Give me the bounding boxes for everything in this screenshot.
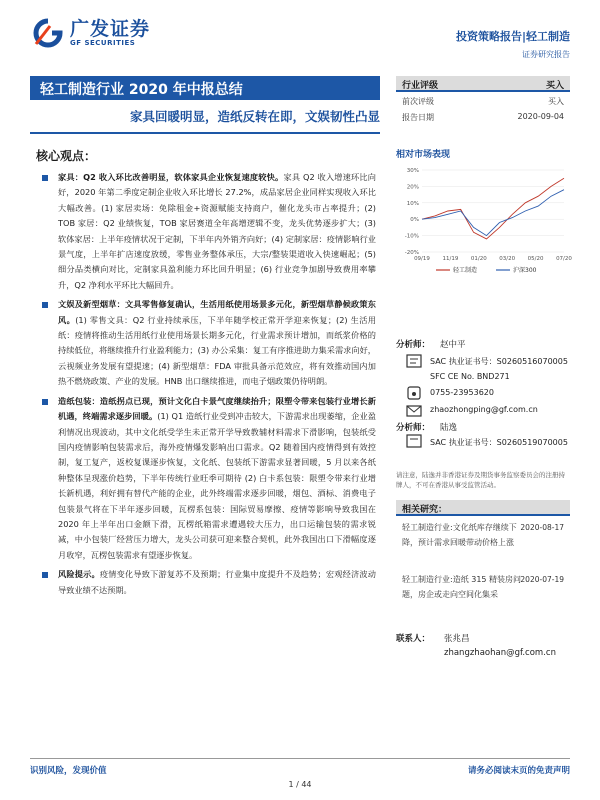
x-tick-label: 11/19 (442, 256, 459, 262)
paragraph-body: 家具 Q2 收入增速环比向好，2020 年第二季度定制企业收入环比增长 27.2%，成品家居企业同样实现收入环比大幅改善。(1) 家居卖场：免除租金+资源赋能支持商户，催化龙头市占率提升；(2) TOB 家居：Q2 业绩恢复，TOB 家居赛道全年高增逻辑不变，龙头优势逐步扩大；(3) 软体家居：上半年疫情状况于定制，下半年内外销齐向好；(4) 定制家居：疫情影响行业景气度，上半年扩店速度放缓，零售业务整体承压，大宗/整装渠道收入快速崛起；(5) 细分品类横向对比，定制家具盈利能力环比回升明显；(6) 行业竞争加剧导致费用率攀升，Q2 净利水平环比大幅回升。 (58, 172, 376, 290)
brand-name-en: GF SECURITIES (70, 39, 136, 47)
rating-value: 买入 (545, 81, 564, 91)
contact-name: 张兆昌 (444, 634, 470, 644)
previous-rating-row (396, 96, 570, 107)
y-tick-label: -20% (404, 250, 419, 256)
report-title: 轻工制造行业 2020 年中报总结 (30, 76, 380, 100)
paragraph-furniture (36, 170, 376, 293)
paragraph-lead: 风险提示。 (58, 569, 100, 580)
analyst-1-email[interactable]: zhaozhongping@gf.com.cn (430, 405, 538, 414)
y-tick-label: 30% (406, 168, 419, 174)
paragraph-risk (36, 567, 376, 598)
brand-logo (30, 18, 150, 48)
rating-label: 行业评级 (402, 81, 439, 91)
title-divider (30, 132, 380, 134)
main-content (36, 170, 376, 598)
analyst-1-phone: 0755-23953620 (430, 388, 494, 397)
paragraph-body: (1) 零售文具：Q2 行业持续承压，下半年随学校正常开学迎来恢复；(2) 生活用纸：疫情将推动生活用纸行业使用场景长期多元化，行业需求预计增加，而纸浆价格的持续低位，将继续推升行业盈利能力；(3) 办公采集：复工有序推进助力集采需求向好，云视频业务发展有望提速；(4) 新型烟草：FDA 审批具备示范效应，将有效推动国内加热不燃烧政策、产业的发展。HNB 出口继续推进，而电子烟政策仍待明朗。 (58, 314, 376, 387)
analyst-2-name: 陆逸 (440, 423, 458, 433)
report-type: 证券研究报告 (522, 50, 570, 59)
y-tick-label: 20% (406, 184, 419, 191)
email-icon (406, 404, 422, 418)
y-tick-label: 0% (410, 217, 419, 224)
related-item-date: 2020-08-17 (520, 523, 564, 532)
analyst-label: 分析师： (396, 340, 431, 350)
bullet-icon (42, 572, 48, 578)
analyst-2-sac: SAC 执业证书号：S0260519070005 (430, 438, 568, 447)
legend-label: 轻工制造 (453, 267, 478, 274)
bullet-icon (42, 302, 48, 308)
brand-name-cn: 广发证券 (70, 18, 151, 40)
paragraph-body: 疫情变化导致下游复苏不及预期；行业集中度提升不及趋势；宏观经济波动导致业绩不达预期。 (58, 569, 376, 595)
bullet-icon (42, 399, 48, 405)
analyst-1-sfc: SFC CE No. BND271 (430, 372, 510, 381)
x-tick-label: 01/20 (470, 256, 487, 262)
x-tick-label: 03/20 (499, 256, 516, 262)
contact-label: 联系人： (396, 634, 431, 644)
x-tick-label: 05/20 (527, 256, 544, 262)
footer-divider (30, 758, 570, 759)
paragraph-lead: 造纸包装：造纸拐点已现，预计文化白卡景气度继续抬升；限塑令带来包装行业增长新机遇，终端需求逐步回暖。 (58, 395, 376, 422)
x-tick-label: 09/19 (414, 256, 430, 262)
y-tick-label: 10% (406, 200, 419, 207)
related-item-text: 轻工制造行业:文化纸库存继续下降，预计需求回暖带动价格上涨 (402, 523, 517, 547)
chart-title: 相对市场表现 (396, 150, 451, 160)
bullet-icon (42, 175, 48, 181)
certificate-icon (406, 354, 422, 368)
related-item-1[interactable] (396, 520, 570, 550)
page-number: 1 / 44 (288, 780, 312, 789)
analyst-1-sac: SAC 执业证书号：S0260516070005 (430, 357, 568, 366)
paragraph-lead: 文娱及新型烟草：文具零售修复确认，生活用纸使用场景多元化，新型烟草静候政策东风。 (58, 299, 376, 325)
x-tick-label: 07/20 (556, 256, 572, 262)
relative-performance-chart (396, 160, 570, 280)
report-subtitle: 家具回暖明显，造纸反转在即，文娱韧性凸显 (129, 109, 380, 124)
report-date-label: 报告日期 (402, 113, 434, 122)
analyst-label-2: 分析师： (396, 423, 431, 433)
report-date-value: 2020-09-04 (517, 112, 564, 121)
phone-icon (406, 386, 422, 400)
gf-logo-icon (30, 18, 66, 48)
prev-rating-value: 买入 (548, 97, 564, 106)
paragraph-paper-packaging (36, 394, 376, 563)
footer-disclaimer: 请务必阅读末页的免责声明 (467, 766, 570, 776)
contact-email[interactable]: zhangzhaohan@gf.com.cn (444, 648, 556, 658)
paragraph-stationery (36, 297, 376, 389)
certificate-icon (406, 434, 422, 448)
related-item-text: 轻工制造行业:造纸 315 精装房问题，房企或走向空间化集采 (402, 575, 522, 599)
analyst-1-name: 赵中平 (440, 340, 466, 350)
industry-rating (396, 76, 570, 92)
series-line-0 (422, 178, 564, 239)
core-view-title: 核心观点： (36, 149, 97, 163)
paragraph-lead: 家具：Q2 收入环比改善明显，软体家具企业恢复速度较快。 (58, 172, 284, 182)
report-category: 投资策略报告|轻工制造 (455, 30, 570, 43)
related-item-date: 2020-07-19 (520, 575, 564, 584)
related-research-header: 相关研究： (396, 500, 570, 516)
analyst-disclaimer: 请注意，陆逸并非香港证券及期货事务监察委员会的注册持牌人，不可在香港从事受监管活动。 (396, 471, 565, 489)
prev-rating-label: 前次评级 (402, 97, 434, 106)
legend-label: 沪深300 (513, 267, 537, 274)
paragraph-body: (1) Q1 造纸行业受到冲击较大，下游需求出现萎缩，企业盈利情况出现波动，其中文化纸受学生未正常开学导致教辅材料需求下滑影响，包装纸受国内疫情影响包装需求后，海外疫情爆发影响出口需求。Q2 随着国内疫情得到有效控制，复工复产，返校复课逐步恢复，文化纸、包装纸下游需求显著回暖，5 月以来各纸种整体呈现涨价趋势，下半年传统行业旺季可期待 (2) 白卡系包装：限塑令带来行业增长新机遇，利好拥有替代产能的企业，此外终端需求逐步回暖，烟包、酒标、消费电子包装景气将在下半年逐步回暖，瓦楞系包装：国际贸易摩擦、疫情等影响导致我国在 2020 年上半年出口金额下滑，瓦楞纸箱需求遭遇较大压力，出口运输包装的需求锐减，中小包装厂经营压力增大，龙头公司获可迎来整合契机，此外我国出口下滑幅度逐月收窄，瓦楞包装需求有望逐步恢复。 (58, 411, 376, 560)
report-date-row (396, 112, 570, 123)
related-item-2[interactable] (396, 572, 570, 602)
footer-slogan: 识别风险，发现价值 (30, 766, 107, 776)
y-tick-label: -10% (404, 233, 419, 240)
